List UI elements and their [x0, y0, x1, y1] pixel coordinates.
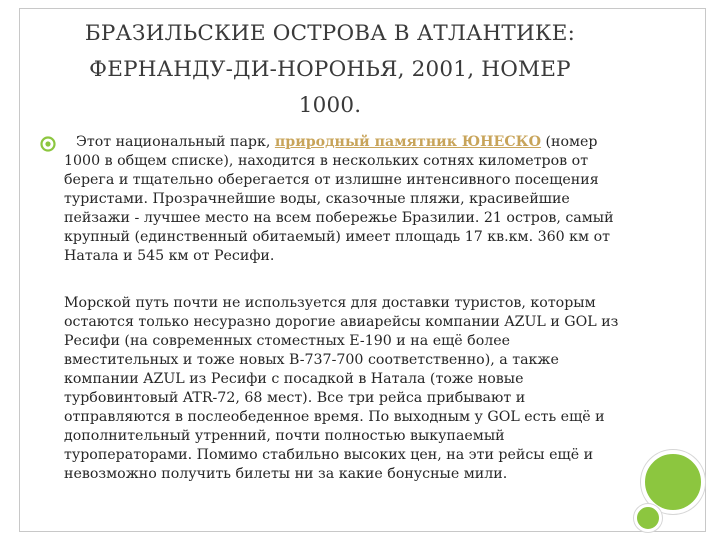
paragraph-national-park [64, 133, 624, 266]
green-circle-small-decoration [634, 504, 662, 532]
slide-title: БРАЗИЛЬСКИЕ ОСТРОВА В АТЛАНТИКЕ: ФЕРНАНДУ-ДИ-НОРОНЬЯ, 2001, НОМЕР 1000. [84, 21, 576, 118]
paragraph1-body: (номер 1000 в общем списке), находится в нескольких сотнях километров от берега и тщательно оберегается от излишне интенсивного посещения туристами. Прозрачнейшие воды, сказочные пляжи, красивейшие пейзажи - лучшее место на всем побережье Бразилии. 21 остров, самый крупный (единственный обитаемый) имеет площадь 17 кв.км. 360 км от Натала и 545 км от Ресифи. [64, 134, 614, 264]
paragraph1-intro: Этот национальный парк, [76, 134, 275, 150]
circle-bullet-icon [40, 136, 56, 152]
unesco-link[interactable]: природный памятник ЮНЕСКО [274, 134, 541, 150]
paragraph-transport: Морской путь почти не используется для доставки туристов, которым остаются только несуразно дорогие авиарейсы компании AZUL и GOL из Ресифи (на современных стоместных E-190 и на ещё более вместительных и тоже новых B-737-700 соответственно), а также компании AZUL из Ресифи с посадкой в Натала (тоже новые турбовинтовый ATR-72, 68 мест). Все три рейса прибывают и отправляются в послеобеденное время. По выходным у GOL есть ещё и дополнительный утренний, почти полностью выкупаемый туроператорами. Помимо стабильно высоких цен, на эти рейсы ещё и невозможно получить билеты ни за какие бонусные мили. [64, 295, 619, 482]
